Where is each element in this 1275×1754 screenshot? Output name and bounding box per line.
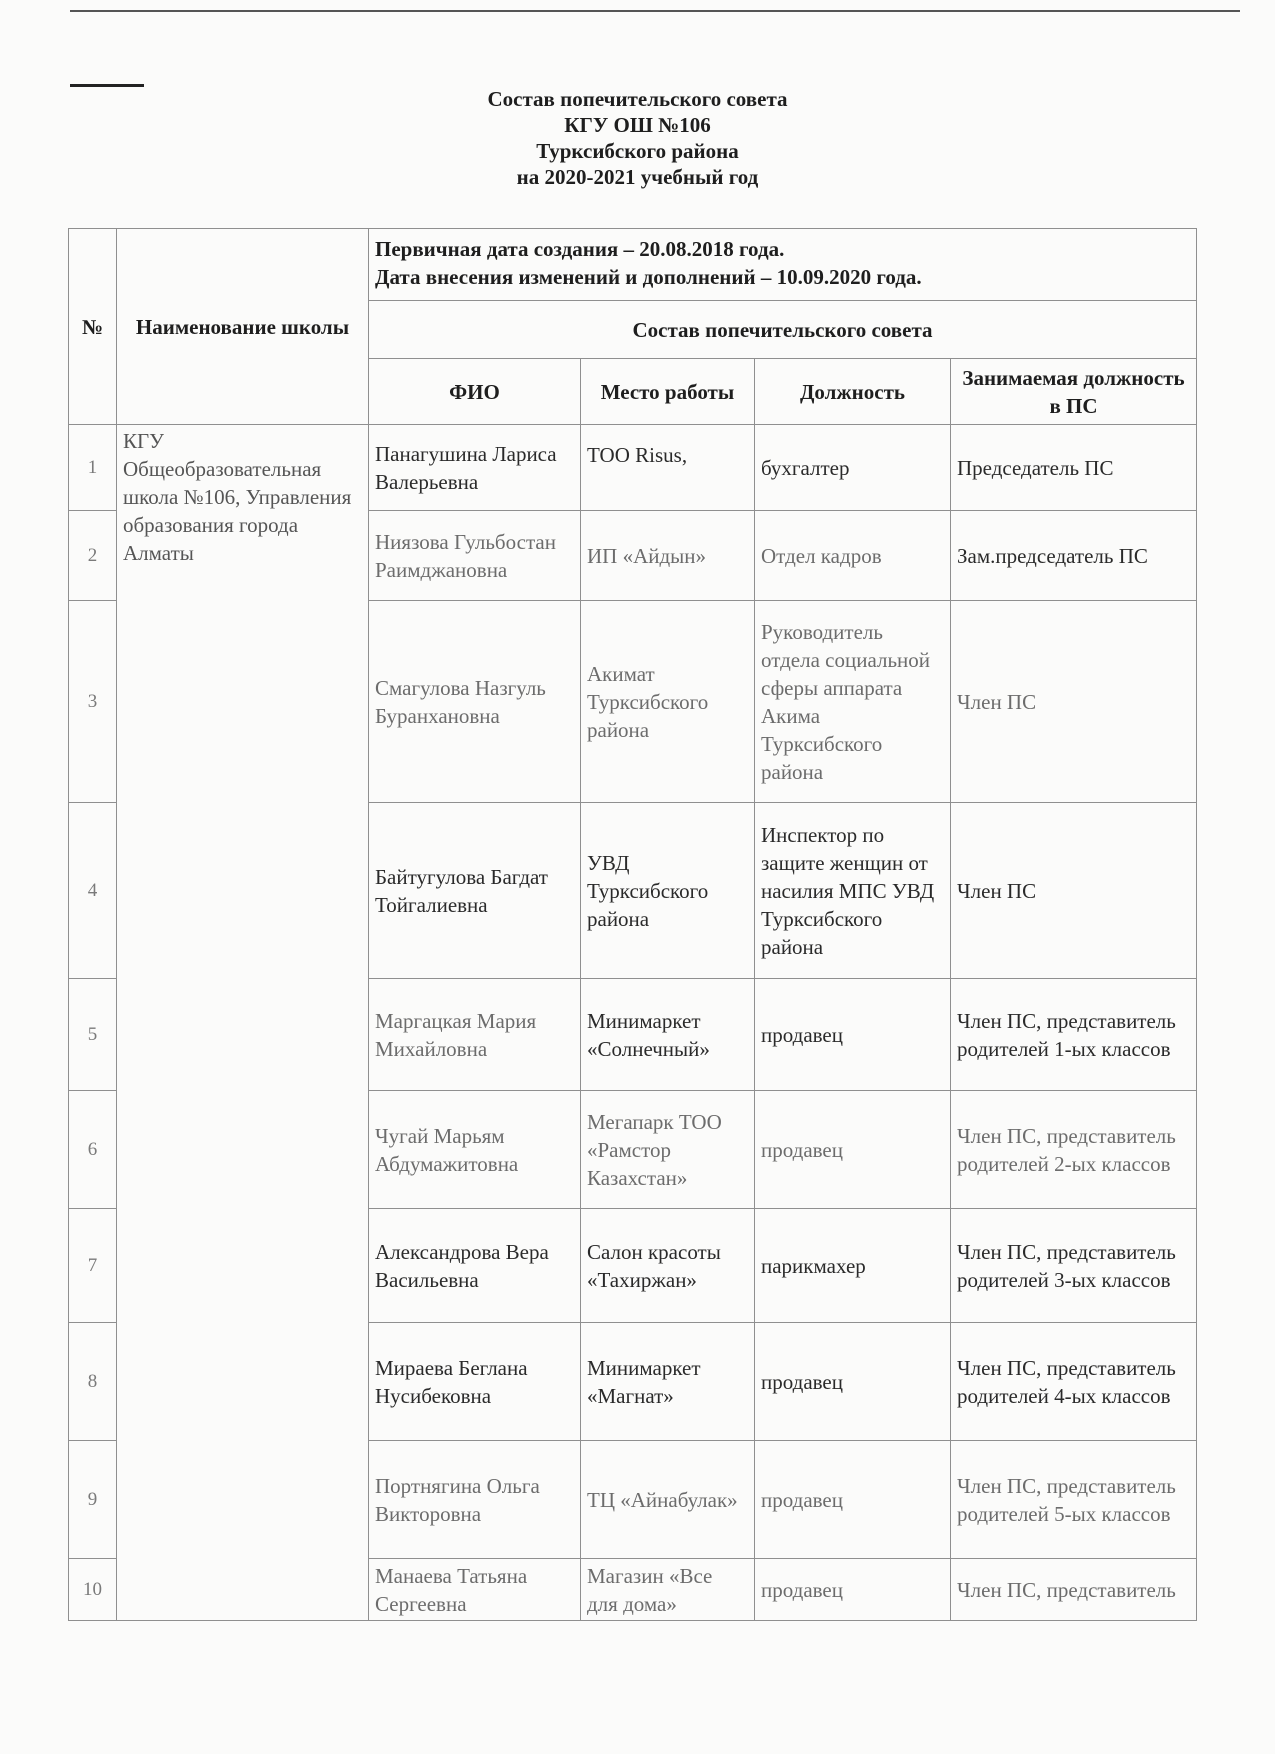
- member-ps-position: Член ПС, представитель родителей 5-ых классов: [951, 1441, 1197, 1559]
- member-fio: Маргацкая Мария Михайловна: [369, 979, 581, 1091]
- row-number: 7: [69, 1209, 117, 1323]
- member-fio: Манаева Татьяна Сергеевна: [369, 1559, 581, 1621]
- member-position: Инспектор по защите женщин от насилия МПС УВД Турксибского района: [755, 803, 951, 979]
- title-line-1: Состав попечительского совета: [487, 87, 788, 111]
- header-ps-position: Занимаемая должность в ПС: [951, 359, 1197, 425]
- scan-edge-line: [70, 10, 1240, 12]
- school-name: КГУ Общеобразовательная школа №106, Управления образования города Алматы: [117, 425, 369, 1621]
- member-fio: Портнягина Ольга Викторовна: [369, 1441, 581, 1559]
- trustee-board-table: [68, 228, 1197, 1621]
- row-number: 9: [69, 1441, 117, 1559]
- member-ps-position: Член ПС, представитель родителей 1-ых классов: [951, 979, 1197, 1091]
- header-num: №: [69, 229, 117, 425]
- member-place: Минимаркет «Магнат»: [581, 1323, 755, 1441]
- member-place: ТОО Risus,: [581, 425, 755, 511]
- row-number: 3: [69, 601, 117, 803]
- header-position: Должность: [755, 359, 951, 425]
- member-fio: Ниязова Гульбостан Раимджановна: [369, 511, 581, 601]
- member-position: продавец: [755, 1091, 951, 1209]
- member-position: продавец: [755, 979, 951, 1091]
- member-fio: Смагулова Назгуль Буранхановна: [369, 601, 581, 803]
- title-line-2: КГУ ОШ №106: [564, 113, 711, 137]
- member-ps-position: Член ПС, представитель родителей 4-ых классов: [951, 1323, 1197, 1441]
- member-fio: Чугай Марьям Абдумажитовна: [369, 1091, 581, 1209]
- member-ps-position: Член ПС, представитель: [951, 1559, 1197, 1621]
- member-position: Руководитель отдела социальной сферы аппарата Акима Турксибского района: [755, 601, 951, 803]
- member-ps-position: Член ПС, представитель родителей 2-ых классов: [951, 1091, 1197, 1209]
- header-fio: ФИО: [369, 359, 581, 425]
- member-fio: Александрова Вера Васильевна: [369, 1209, 581, 1323]
- member-position: продавец: [755, 1323, 951, 1441]
- member-place: Магазин «Все для дома»: [581, 1559, 755, 1621]
- member-position: продавец: [755, 1441, 951, 1559]
- member-position: бухгалтер: [755, 425, 951, 511]
- header-dates-created: Первичная дата создания – 20.08.2018 года.: [375, 237, 785, 261]
- member-ps-position: Член ПС, представитель родителей 3-ых классов: [951, 1209, 1197, 1323]
- title-line-4: на 2020-2021 учебный год: [516, 165, 759, 189]
- header-composition: Состав попечительского совета: [369, 301, 1197, 359]
- row-number: 6: [69, 1091, 117, 1209]
- title-line-3: Турксибского района: [536, 139, 739, 163]
- header-dates: [369, 229, 1197, 301]
- member-place: Мегапарк ТОО «Рамстор Казахстан»: [581, 1091, 755, 1209]
- member-place: УВД Турксибского района: [581, 803, 755, 979]
- row-number: 1: [69, 425, 117, 511]
- member-fio: Мираева Беглана Нусибековна: [369, 1323, 581, 1441]
- member-fio: Байтугулова Багдат Тойгалиевна: [369, 803, 581, 979]
- member-position: парикмахер: [755, 1209, 951, 1323]
- header-school: Наименование школы: [117, 229, 369, 425]
- table-row: [69, 425, 1197, 511]
- member-place: ТЦ «Айнабулак»: [581, 1441, 755, 1559]
- member-position: продавец: [755, 1559, 951, 1621]
- member-fio: Панагушина Лариса Валерьевна: [369, 425, 581, 511]
- member-place: Минимаркет «Солнечный»: [581, 979, 755, 1091]
- row-number: 2: [69, 511, 117, 601]
- row-number: 4: [69, 803, 117, 979]
- member-place: Акимат Турксибского района: [581, 601, 755, 803]
- member-ps-position: Член ПС: [951, 803, 1197, 979]
- member-position: Отдел кадров: [755, 511, 951, 601]
- row-number: 8: [69, 1323, 117, 1441]
- document-title: [0, 86, 1275, 190]
- row-number: 5: [69, 979, 117, 1091]
- member-place: ИП «Айдын»: [581, 511, 755, 601]
- member-place: Салон красоты «Тахиржан»: [581, 1209, 755, 1323]
- member-ps-position: Зам.председатель ПС: [951, 511, 1197, 601]
- header-dates-changed: Дата внесения изменений и дополнений – 10.09.2020 года.: [375, 265, 922, 289]
- header-place: Место работы: [581, 359, 755, 425]
- member-ps-position: Председатель ПС: [951, 425, 1197, 511]
- row-number: 10: [69, 1559, 117, 1621]
- member-ps-position: Член ПС: [951, 601, 1197, 803]
